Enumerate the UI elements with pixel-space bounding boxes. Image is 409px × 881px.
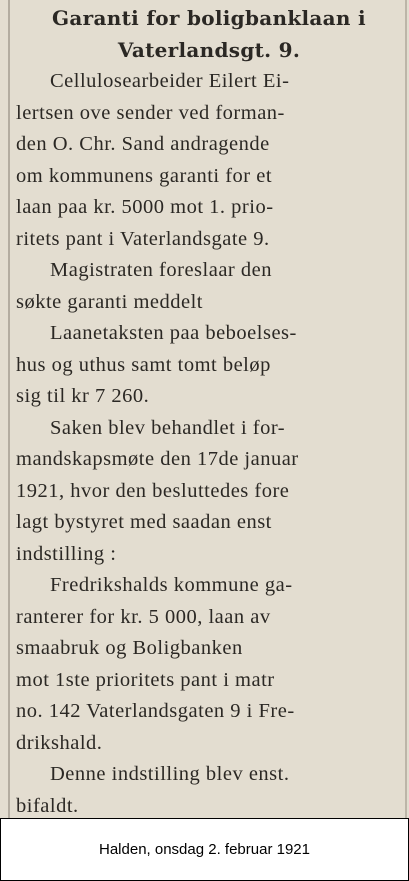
body-line: Cellulosearbeider Eilert Ei- bbox=[50, 70, 290, 92]
caption-text: Halden, onsdag 2. februar 1921 bbox=[99, 841, 310, 858]
body-line: Laanetaksten paa beboelses- bbox=[50, 322, 297, 344]
body-line: lertsen ove sender ved forman- bbox=[16, 101, 285, 124]
body-line: Denne indstilling blev enst. bbox=[50, 763, 290, 785]
body-line: bifaldt. bbox=[16, 794, 79, 817]
body-line: lagt bystyret med saadan enst bbox=[16, 511, 272, 533]
body-line: sig til kr 7 260. bbox=[16, 385, 150, 407]
body-line: drikshald. bbox=[16, 731, 103, 754]
article-body bbox=[16, 66, 402, 818]
body-line: 1921, hvor den besluttedes fore bbox=[16, 479, 290, 502]
body-line: ritets pant i Vaterlandsgate 9. bbox=[16, 227, 270, 250]
body-line: Saken blev behandlet i for- bbox=[50, 416, 286, 439]
body-line: Magistraten foreslaar den bbox=[50, 259, 272, 281]
body-line: smaabruk og Boligbanken bbox=[16, 637, 243, 659]
article-headline bbox=[16, 2, 402, 66]
body-line: om kommunens garanti for et bbox=[16, 164, 273, 187]
body-line: den O. Chr. Sand andragende bbox=[16, 133, 270, 155]
body-line: søkte garanti meddelt bbox=[16, 290, 203, 313]
body-line: hus og uthus samt tomt beløp bbox=[16, 353, 271, 376]
caption-box bbox=[0, 818, 409, 881]
body-line: laan paa kr. 5000 mot 1. prio- bbox=[16, 196, 274, 218]
article bbox=[16, 2, 402, 818]
body-line: indstilling : bbox=[16, 542, 117, 565]
headline-line: Garanti for boligbanklaan i bbox=[52, 6, 366, 30]
column-rule-left bbox=[8, 0, 10, 818]
body-line: mandskapsmøte den 17de januar bbox=[16, 448, 299, 470]
body-line: mot 1ste prioritets pant i matr bbox=[16, 668, 275, 691]
headline-line: Vaterlandsgt. 9. bbox=[117, 38, 301, 62]
body-line: ranterer for kr. 5 000, laan av bbox=[16, 605, 271, 628]
column-rule-right bbox=[405, 0, 407, 818]
body-line: Fredrikshalds kommune ga- bbox=[50, 574, 293, 596]
body-line: no. 142 Vaterlandsgaten 9 i Fre- bbox=[16, 700, 295, 722]
